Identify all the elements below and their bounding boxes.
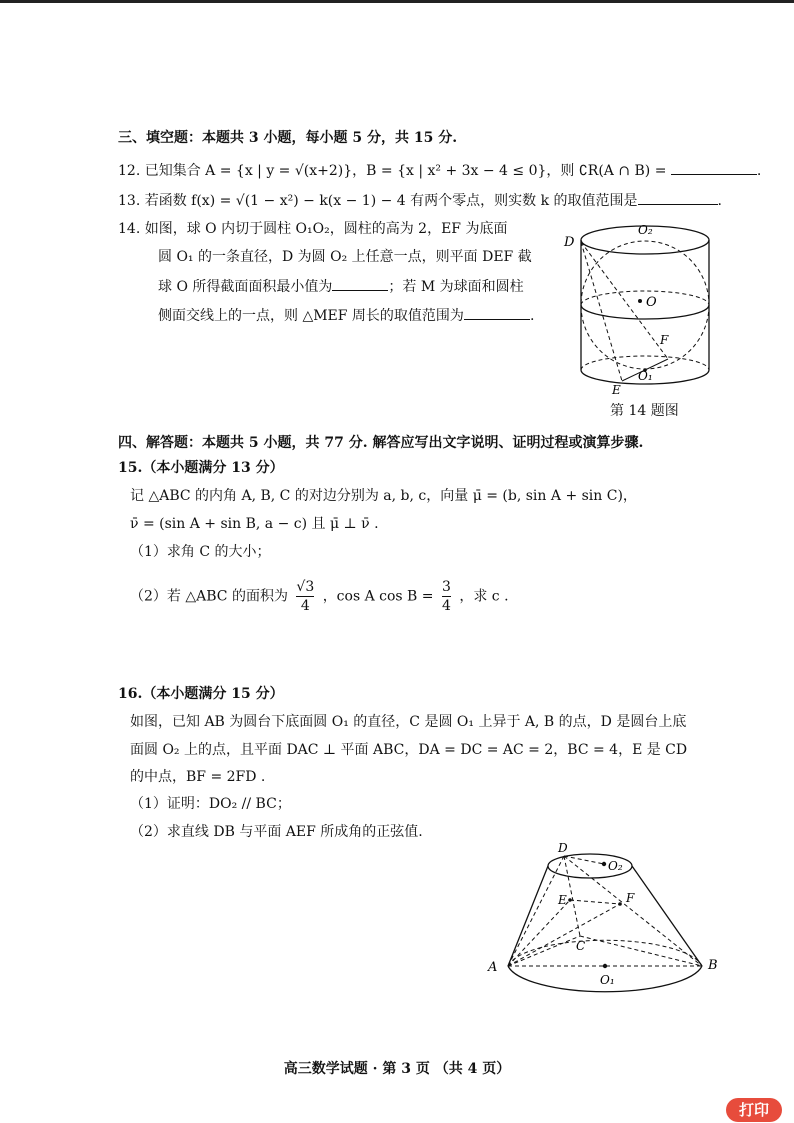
fig14-label-D: D: [564, 235, 575, 250]
question-14-line3: [158, 276, 524, 297]
figure-14-caption: 第 14 题图: [610, 403, 679, 419]
question-12-text: 12. 已知集合 A = {x | y = √(x+2)}，B = {x | x² + 3x − 4 ≤ 0}，则 ∁R(A ∩ B) =: [118, 163, 671, 179]
question-16-part2: （2）求直线 DB 与平面 AEF 所成角的正弦值.: [130, 824, 423, 840]
top-border: [0, 0, 794, 3]
q15-frac1-den: 4: [300, 598, 310, 614]
fig16-label-B: B: [708, 958, 718, 973]
fig16-label-C: C: [576, 939, 586, 953]
q15-part2-a: （2）若 △ABC 的面积为: [130, 588, 288, 605]
question-16-line1: 如图，已知 AB 为圆台下底面圆 O₁ 的直径，C 是圆 O₁ 上异于 A, B 的点，D 是圆台上底: [130, 714, 687, 730]
answer-blank-14b: [464, 305, 530, 320]
fig16-label-D: D: [558, 841, 568, 855]
question-14-line1: 14. 如图，球 O 内切于圆柱 O₁O₂，圆柱的高为 2，EF 为底面: [118, 221, 508, 237]
question-14-line4: 侧面交线上的一点，则 △MEF 周长的取值范围为 .: [158, 305, 534, 326]
question-14-line3-b: ；若 M 为球面和圆柱: [388, 279, 524, 295]
fig16-label-A: A: [488, 960, 498, 975]
fig16-label-O2: O₂: [608, 859, 623, 873]
fig14-label-F: F: [660, 333, 669, 347]
question-15-line2: ν̄ = (sin A + sin B, a − c) 且 μ̄ ⊥ ν̄ .: [130, 516, 379, 532]
page-footer: 高三数学试题 · 第 3 页 （共 4 页）: [283, 1061, 511, 1077]
question-15-header: 15.（本小题满分 13 分）: [118, 460, 284, 476]
question-14-line4-a: 侧面交线上的一点，则 △MEF 周长的取值范围为: [158, 308, 464, 324]
figure-16-frustum: [480, 838, 730, 1008]
section4-heading: 四、解答题：本题共 5 小题，共 77 分. 解答应写出文字说明、证明过程或演算步骤.: [118, 435, 644, 451]
section3-heading: 三、填空题：本题共 3 小题，每小题 5 分，共 15 分.: [118, 130, 458, 146]
question-15-part2: [130, 578, 509, 615]
figure-14-cylinder: [560, 218, 730, 398]
answer-blank-13: [638, 190, 718, 205]
question-13: 13. 若函数 f(x) = √(1 − x²) − k(x − 1) − 4 有两个零点，则实数 k 的取值范围是 .: [118, 190, 722, 211]
question-13-text: 13. 若函数 f(x) = √(1 − x²) − k(x − 1) − 4 有两个零点，则实数 k 的取值范围是: [118, 193, 638, 209]
fig14-label-O1: O₁: [638, 369, 653, 383]
fig16-label-E: E: [558, 893, 567, 907]
question-12: 12. 已知集合 A = {x | y = √(x+2)}，B = {x | x² + 3x − 4 ≤ 0}，则 ∁R(A ∩ B) = .: [118, 160, 761, 181]
q15-part2-c: ，求 c .: [459, 588, 509, 605]
q15-frac1-num: √3: [296, 579, 315, 595]
q15-part2-b: ，cos A cos B =: [322, 588, 434, 605]
answer-blank-12: [671, 160, 757, 175]
question-16-line3: 的中点，BF = 2FD .: [130, 769, 266, 785]
fig16-label-F: F: [626, 891, 635, 905]
question-16-header: 16.（本小题满分 15 分）: [118, 686, 284, 702]
question-14-line2: 圆 O₁ 的一条直径，D 为圆 O₂ 上任意一点，则平面 DEF 截: [158, 249, 532, 265]
answer-blank-14a: [332, 276, 388, 291]
question-16-part1: （1）证明：DO₂ // BC；: [130, 796, 291, 812]
question-14-line3-a: 球 O 所得截面面积最小值为: [158, 279, 333, 295]
q15-frac2-num: 3: [441, 579, 451, 595]
q15-frac2-den: 4: [441, 598, 451, 614]
fig14-label-O2: O₂: [638, 223, 653, 237]
question-15-line1: 记 △ABC 的内角 A, B, C 的对边分别为 a, b, c，向量 μ̄ = (b, sin A + sin C)，: [130, 488, 637, 504]
fig16-label-O1: O₁: [600, 973, 615, 987]
fig14-label-O: O: [646, 295, 657, 310]
question-15-part1: （1）求角 C 的大小；: [130, 544, 271, 560]
q15-fraction-cos: [442, 578, 451, 615]
fig14-label-E: E: [612, 383, 621, 397]
print-button[interactable]: 打印: [726, 1098, 782, 1122]
question-16-line2: 面圆 O₂ 上的点，且平面 DAC ⊥ 平面 ABC，DA = DC = AC = 2，BC = 4，E 是 CD: [130, 742, 688, 758]
q15-fraction-area: [296, 578, 314, 615]
